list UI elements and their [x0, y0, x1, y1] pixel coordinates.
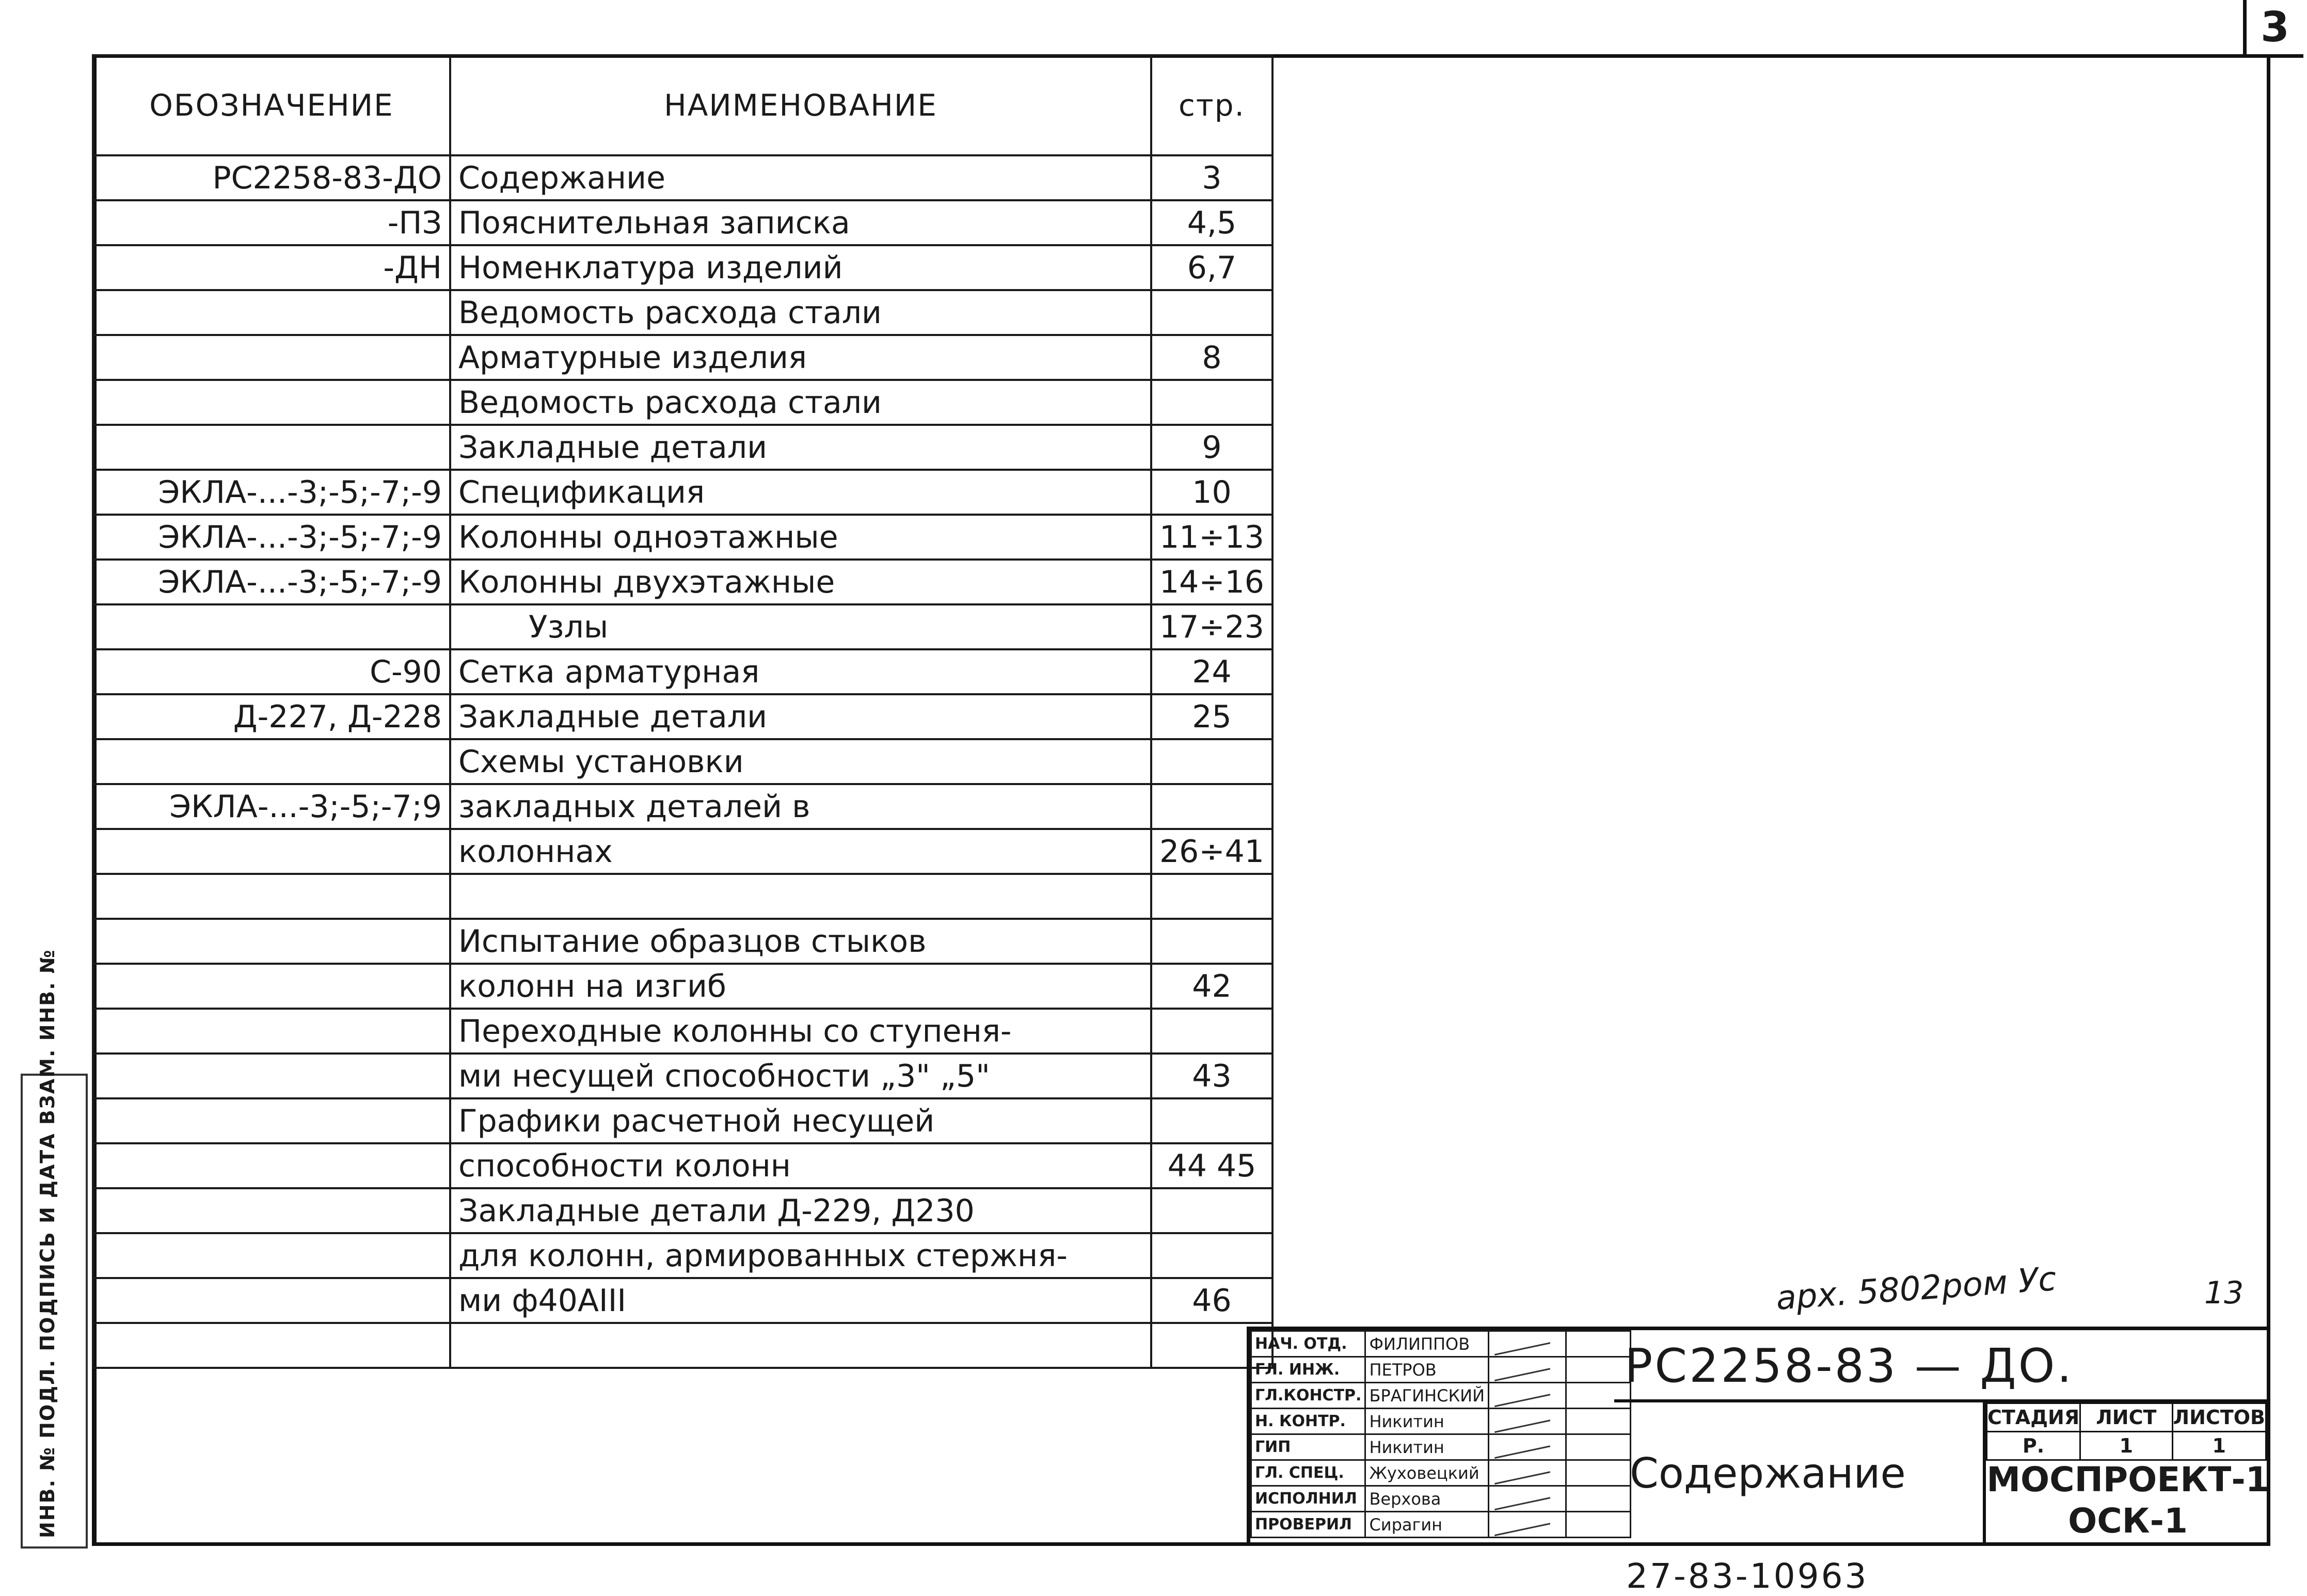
staff-name: Никитин — [1365, 1409, 1489, 1434]
staff-role: ГЛ. ИНЖ. — [1251, 1357, 1365, 1383]
signature-mark — [1491, 1383, 1550, 1408]
page-cell: 9 — [1151, 425, 1272, 470]
stage-value: Р. — [1987, 1432, 2080, 1460]
org-line-1: МОСПРОЕКТ-1 — [1986, 1460, 2269, 1499]
staff-role: Н. КОНТР. — [1251, 1409, 1365, 1434]
designation-cell — [93, 1278, 450, 1323]
archive-note: арх. 5802ром Ус — [1775, 1260, 2058, 1318]
contents-table — [92, 54, 1274, 1369]
designation-cell — [93, 380, 450, 425]
page-cell — [1151, 919, 1272, 964]
table-row — [93, 829, 1272, 874]
designation-cell — [93, 1233, 450, 1278]
signature-mark — [1491, 1409, 1550, 1433]
name-cell: Переходные колонны со ступеня- — [450, 1009, 1151, 1054]
page-cell — [1151, 1009, 1272, 1054]
staff-name: ПЕТРОВ — [1365, 1357, 1489, 1383]
name-cell: закладных деталей в — [450, 784, 1151, 829]
page-cell: 24 — [1151, 649, 1272, 694]
name-header: НАИМЕНОВАНИЕ — [450, 55, 1151, 155]
stage-header: СТАДИЯ — [1987, 1403, 2080, 1432]
page-cell: 43 — [1151, 1054, 1272, 1098]
page-cell — [1151, 1233, 1272, 1278]
designation-cell — [93, 1098, 450, 1143]
table-row — [93, 1323, 1272, 1368]
designation-header: ОБОЗНАЧЕНИЕ — [93, 55, 450, 155]
designation-cell: -ПЗ — [93, 200, 450, 245]
left-strip-text: ИНВ. № ПОДЛ. ПОДПИСЬ И ДАТА ВЗАМ. ИНВ. № — [36, 949, 59, 1538]
page-cell: 26÷41 — [1151, 829, 1272, 874]
page-cell: 46 — [1151, 1278, 1272, 1323]
name-cell: Испытание образцов стыков — [450, 919, 1151, 964]
staff-row — [1251, 1331, 1631, 1357]
name-cell: Номенклатура изделий — [450, 245, 1151, 290]
staff-name: Никитин — [1365, 1434, 1489, 1460]
sheets-header: ЛИСТОВ — [2172, 1403, 2266, 1432]
staff-role: ГЛ. СПЕЦ. — [1251, 1460, 1365, 1486]
table-row — [93, 335, 1272, 380]
page-cell — [1151, 1188, 1272, 1233]
staff-row — [1251, 1460, 1631, 1486]
designation-cell: ЭКЛА-...-3;-5;-7;9 — [93, 784, 450, 829]
table-row — [93, 739, 1272, 784]
page-cell: 17÷23 — [1151, 604, 1272, 649]
sheet-header: ЛИСТ — [2080, 1403, 2172, 1432]
signature-cell — [1489, 1383, 1566, 1409]
name-cell: Ведомость расхода стали — [450, 380, 1151, 425]
table-row — [93, 470, 1272, 515]
staff-name: Верхова — [1365, 1486, 1489, 1512]
staff-row — [1251, 1383, 1631, 1409]
name-cell — [450, 1323, 1151, 1368]
name-cell: Арматурные изделия — [450, 335, 1151, 380]
signature-mark — [1491, 1460, 1550, 1485]
designation-cell — [93, 1188, 450, 1233]
page-cell: 3 — [1151, 155, 1272, 200]
signature-mark — [1491, 1512, 1550, 1537]
name-cell: Сетка арматурная — [450, 649, 1151, 694]
designation-cell: С-90 — [93, 649, 450, 694]
corner-mark: 13 — [2204, 1275, 2244, 1311]
designation-cell: ЭКЛА-...-3;-5;-7;-9 — [93, 470, 450, 515]
name-cell: Узлы — [450, 604, 1151, 649]
page-cell: 42 — [1151, 964, 1272, 1009]
staff-role: ИСПОЛНИЛ — [1251, 1486, 1365, 1512]
table-row — [93, 1054, 1272, 1098]
designation-cell: -ДН — [93, 245, 450, 290]
table-row — [93, 604, 1272, 649]
designation-cell — [93, 829, 450, 874]
designation-cell — [93, 739, 450, 784]
table-row — [93, 919, 1272, 964]
page-header: стр. — [1151, 55, 1272, 155]
designation-cell: Д-227, Д-228 — [93, 694, 450, 739]
name-cell: Содержание — [450, 155, 1151, 200]
table-row — [93, 245, 1272, 290]
table-row — [93, 874, 1272, 919]
signature-cell — [1489, 1331, 1566, 1357]
page-cell: 10 — [1151, 470, 1272, 515]
signature-cell — [1489, 1460, 1566, 1486]
name-cell: Графики расчетной несущей — [450, 1098, 1151, 1143]
staff-name: Сирагин — [1365, 1512, 1489, 1538]
staff-table — [1250, 1330, 1631, 1538]
designation-cell — [93, 919, 450, 964]
table-header-row — [93, 55, 1272, 155]
page-cell — [1151, 784, 1272, 829]
sheets-value: 1 — [2172, 1432, 2266, 1460]
name-cell: Схемы установки — [450, 739, 1151, 784]
name-cell: ми ф40АIII — [450, 1278, 1151, 1323]
sheet-value: 1 — [2080, 1432, 2172, 1460]
signature-mark — [1491, 1357, 1550, 1382]
table-row — [93, 1098, 1272, 1143]
designation-cell — [93, 604, 450, 649]
signature-mark — [1491, 1331, 1550, 1356]
archive-number: 27-83-10963 — [1626, 1556, 1869, 1596]
page-cell — [1151, 874, 1272, 919]
signature-mark — [1491, 1434, 1550, 1459]
staff-role: ПРОВЕРИЛ — [1251, 1512, 1365, 1538]
name-cell: Пояснительная записка — [450, 200, 1151, 245]
table-row — [93, 1009, 1272, 1054]
document-code: РС2258-83 — ДО. — [1614, 1330, 2270, 1402]
page-cell — [1151, 380, 1272, 425]
name-cell: Закладные детали — [450, 694, 1151, 739]
signature-cell — [1489, 1434, 1566, 1460]
staff-row — [1251, 1512, 1631, 1538]
designation-cell: ЭКЛА-...-3;-5;-7;-9 — [93, 515, 450, 560]
designation-cell — [93, 1323, 450, 1368]
sheet-title: Содержание — [1614, 1402, 1986, 1544]
table-row — [93, 694, 1272, 739]
staff-role: ГИП — [1251, 1434, 1365, 1460]
table-row — [93, 380, 1272, 425]
table-row — [93, 784, 1272, 829]
staff-role: НАЧ. ОТД. — [1251, 1331, 1365, 1357]
table-row — [93, 1143, 1272, 1188]
signature-cell — [1489, 1512, 1566, 1538]
signature-cell — [1489, 1486, 1566, 1512]
name-cell: колонн на изгиб — [450, 964, 1151, 1009]
designation-cell — [93, 1143, 450, 1188]
page-cell: 25 — [1151, 694, 1272, 739]
staff-name: БРАГИНСКИЙ — [1365, 1383, 1489, 1409]
table-row — [93, 290, 1272, 335]
staff-row — [1251, 1434, 1631, 1460]
designation-cell — [93, 425, 450, 470]
table-row — [93, 964, 1272, 1009]
designation-cell — [93, 1009, 450, 1054]
name-cell: Закладные детали — [450, 425, 1151, 470]
name-cell: колоннах — [450, 829, 1151, 874]
organization-name — [1986, 1459, 2270, 1544]
designation-cell — [93, 290, 450, 335]
table-row — [93, 560, 1272, 604]
title-block — [1247, 1327, 2270, 1546]
page-cell: 4,5 — [1151, 200, 1272, 245]
page-cell — [1151, 290, 1272, 335]
page-cell: 8 — [1151, 335, 1272, 380]
page-cell: 11÷13 — [1151, 515, 1272, 560]
page-number: 3 — [2243, 0, 2303, 58]
name-cell — [450, 874, 1151, 919]
name-cell: Спецификация — [450, 470, 1151, 515]
name-cell: Ведомость расхода стали — [450, 290, 1151, 335]
page-cell — [1151, 1098, 1272, 1143]
table-row — [93, 155, 1272, 200]
designation-cell — [93, 1054, 450, 1098]
name-cell: Закладные детали Д-229, Д230 — [450, 1188, 1151, 1233]
signature-cell — [1489, 1409, 1566, 1434]
name-cell: способности колонн — [450, 1143, 1151, 1188]
staff-name: Жуховецкий — [1365, 1460, 1489, 1486]
designation-cell: РС2258-83-ДО — [93, 155, 450, 200]
table-row — [93, 425, 1272, 470]
name-cell: Колонны одноэтажные — [450, 515, 1151, 560]
table-row — [93, 1233, 1272, 1278]
designation-cell — [93, 335, 450, 380]
staff-role: ГЛ.КОНСТР. — [1251, 1383, 1365, 1409]
name-cell: ми несущей способности „3" „5" — [450, 1054, 1151, 1098]
table-row — [93, 1188, 1272, 1233]
designation-cell — [93, 964, 450, 1009]
staff-row — [1251, 1486, 1631, 1512]
page-cell: 6,7 — [1151, 245, 1272, 290]
staff-row — [1251, 1357, 1631, 1383]
page-cell: 44 45 — [1151, 1143, 1272, 1188]
org-line-2: ОСК-1 — [2068, 1501, 2188, 1541]
contents-body — [93, 155, 1272, 1368]
page-cell — [1151, 739, 1272, 784]
table-row — [93, 515, 1272, 560]
table-row — [93, 649, 1272, 694]
staff-row — [1251, 1409, 1631, 1434]
signature-mark — [1491, 1486, 1550, 1511]
staff-name: ФИЛИППОВ — [1365, 1331, 1489, 1357]
designation-cell: ЭКЛА-...-3;-5;-7;-9 — [93, 560, 450, 604]
designation-cell — [93, 874, 450, 919]
page-cell: 14÷16 — [1151, 560, 1272, 604]
table-row — [93, 200, 1272, 245]
signature-cell — [1489, 1357, 1566, 1383]
table-row — [93, 1278, 1272, 1323]
name-cell: Колонны двухэтажные — [450, 560, 1151, 604]
stage-table — [1986, 1402, 2267, 1461]
name-cell: для колонн, армированных стержня- — [450, 1233, 1151, 1278]
